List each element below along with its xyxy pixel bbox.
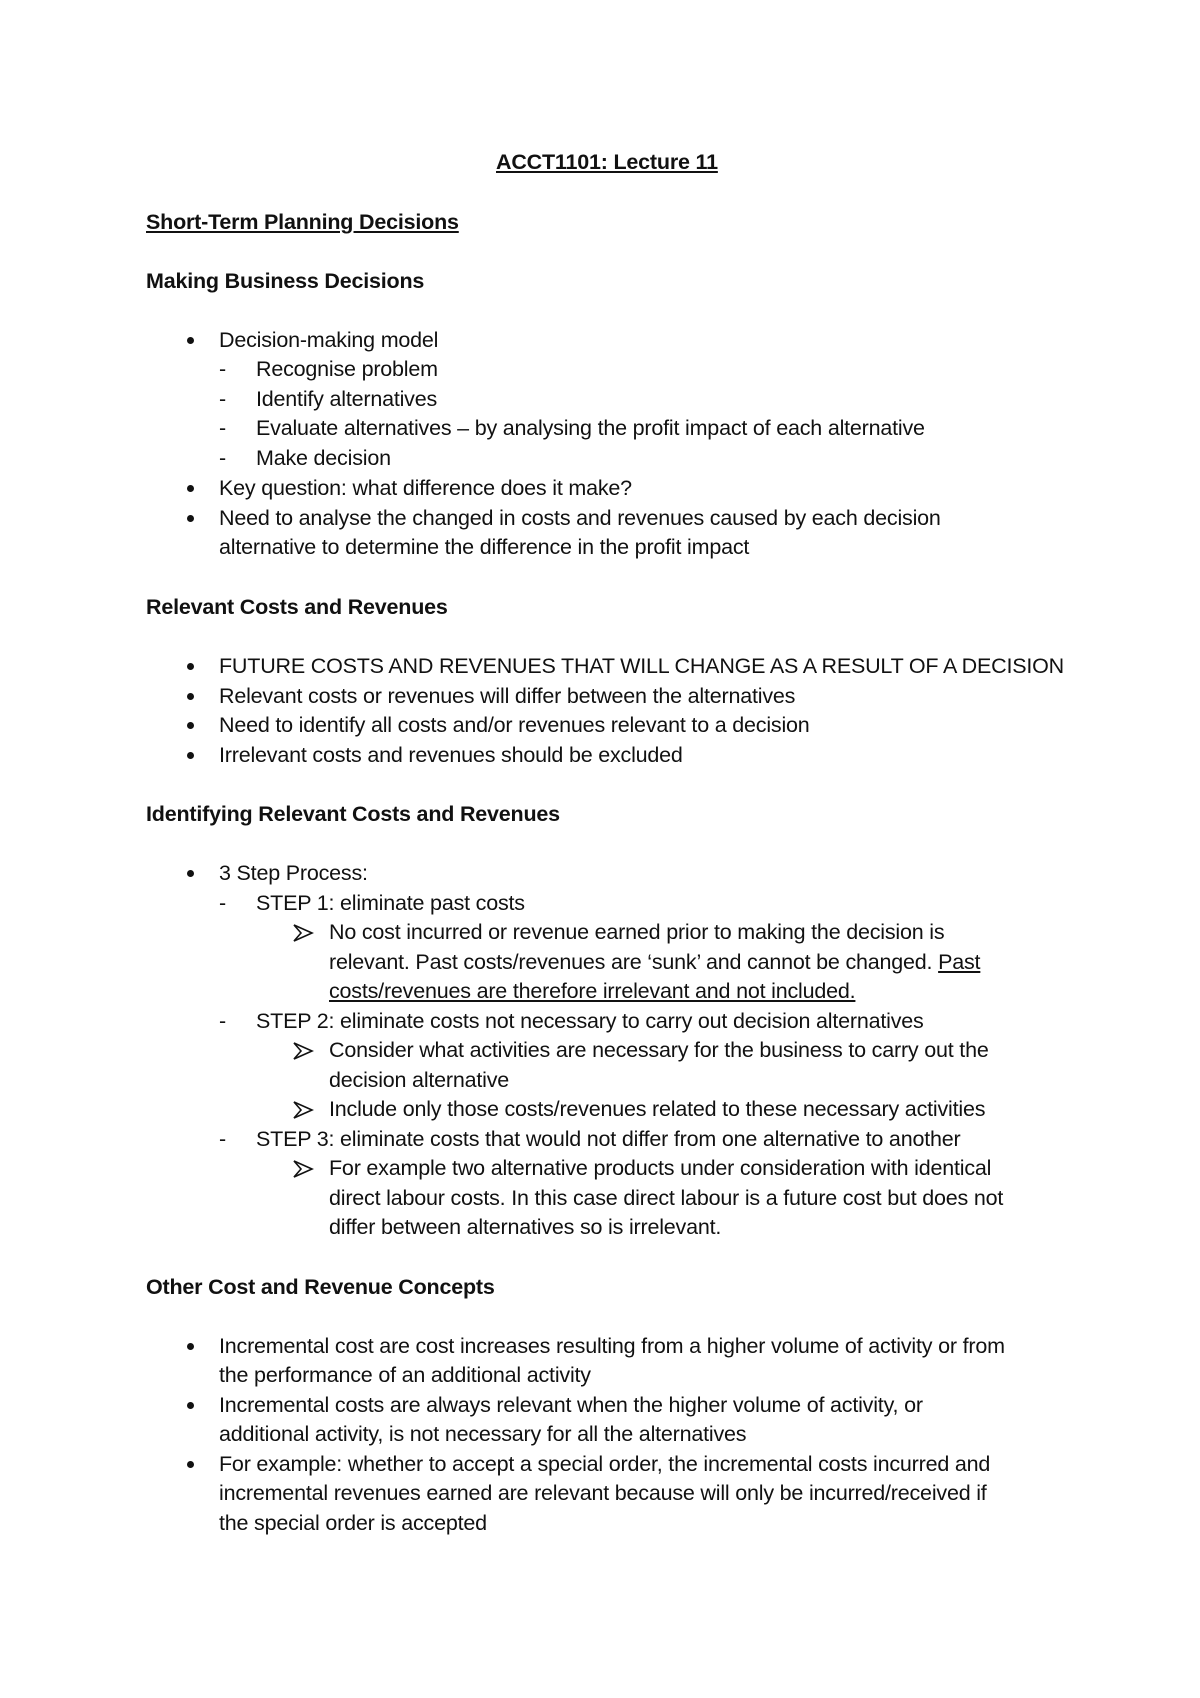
arrow-item: Consider what activities are necessary for the business to carry out the [329, 1038, 989, 1062]
bullet-item: Irrelevant costs and revenues should be excluded [219, 743, 683, 767]
dash-icon: - [219, 416, 227, 440]
arrow-item: For example two alternative products under consideration with identical [329, 1156, 992, 1180]
underlined-text: Past [938, 950, 981, 974]
arrow-item-continuation: differ between alternatives so is irrelevant. [329, 1215, 722, 1239]
bullet-item: 3 Step Process: [219, 861, 368, 885]
bullet-item: Need to identify all costs and/or revenues relevant to a decision [219, 713, 810, 737]
bullet-icon [187, 663, 194, 670]
bullet-icon [187, 1343, 194, 1350]
sub-item: Identify alternatives [256, 387, 438, 411]
bullet-item-continuation: the special order is accepted [219, 1511, 487, 1535]
sub-item: Recognise problem [256, 357, 438, 381]
arrow-item: Include only those costs/revenues related to these necessary activities [329, 1097, 986, 1121]
bullet-icon [187, 1402, 194, 1409]
bullet-item: Decision-making model [219, 328, 439, 352]
bullet-item: For example: whether to accept a special order, the incremental costs incurred and [219, 1452, 991, 1476]
arrow-bullet-icon [292, 1159, 314, 1179]
bullet-item: Incremental cost are cost increases resulting from a higher volume of activity or from [219, 1334, 1005, 1358]
page-title: ACCT1101: Lecture 11 [496, 150, 718, 174]
step-item: STEP 3: eliminate costs that would not differ from one alternative to another [256, 1127, 961, 1151]
bullet-icon [187, 693, 194, 700]
bullet-item: Need to analyse the changed in costs and revenues caused by each decision [219, 506, 941, 530]
sub-item: Evaluate alternatives – by analysing the profit impact of each alternative [256, 416, 925, 440]
dash-icon: - [219, 387, 227, 411]
step-item: STEP 2: eliminate costs not necessary to carry out decision alternatives [256, 1009, 924, 1033]
section-heading-other-concepts: Other Cost and Revenue Concepts [146, 1275, 495, 1299]
arrow-item-continuation [329, 948, 980, 977]
dash-icon: - [219, 891, 227, 915]
page-subtitle: Short-Term Planning Decisions [146, 210, 459, 234]
bullet-item-continuation: additional activity, is not necessary for all the alternatives [219, 1422, 747, 1446]
bullet-icon [187, 870, 194, 877]
section-heading-making-business-decisions: Making Business Decisions [146, 269, 425, 293]
dash-icon: - [219, 357, 227, 381]
sub-item: Make decision [256, 446, 391, 470]
bullet-item-continuation: the performance of an additional activity [219, 1363, 591, 1387]
bullet-item: Incremental costs are always relevant when the higher volume of activity, or [219, 1393, 923, 1417]
arrow-bullet-icon [292, 1041, 314, 1061]
arrow-item-continuation: direct labour costs. In this case direct labour is a future cost but does not [329, 1186, 1004, 1210]
bullet-item-continuation: incremental revenues earned are relevant because will only be incurred/received if [219, 1481, 987, 1505]
bullet-item: FUTURE COSTS AND REVENUES THAT WILL CHANGE AS A RESULT OF A DECISION [219, 654, 1065, 678]
section-heading-identifying-relevant: Identifying Relevant Costs and Revenues [146, 802, 560, 826]
arrow-item-text: relevant. Past costs/revenues are ‘sunk’ and cannot be changed. [329, 950, 939, 974]
bullet-item: Key question: what difference does it make? [219, 476, 632, 500]
bullet-item: Relevant costs or revenues will differ between the alternatives [219, 684, 796, 708]
arrow-item-continuation: decision alternative [329, 1068, 510, 1092]
arrow-item: No cost incurred or revenue earned prior to making the decision is [329, 920, 945, 944]
bullet-icon [187, 722, 194, 729]
bullet-icon [187, 485, 194, 492]
step-item: STEP 1: eliminate past costs [256, 891, 525, 915]
bullet-icon [187, 1461, 194, 1468]
dash-icon: - [219, 446, 227, 470]
underlined-text: costs/revenues are therefore irrelevant and not included. [329, 979, 856, 1003]
bullet-item-continuation: alternative to determine the difference in the profit impact [219, 535, 750, 559]
dash-icon: - [219, 1009, 227, 1033]
bullet-icon [187, 337, 194, 344]
dash-icon: - [219, 1127, 227, 1151]
bullet-icon [187, 515, 194, 522]
bullet-icon [187, 752, 194, 759]
arrow-bullet-icon [292, 923, 314, 943]
section-heading-relevant-costs: Relevant Costs and Revenues [146, 595, 448, 619]
arrow-bullet-icon [292, 1100, 314, 1120]
